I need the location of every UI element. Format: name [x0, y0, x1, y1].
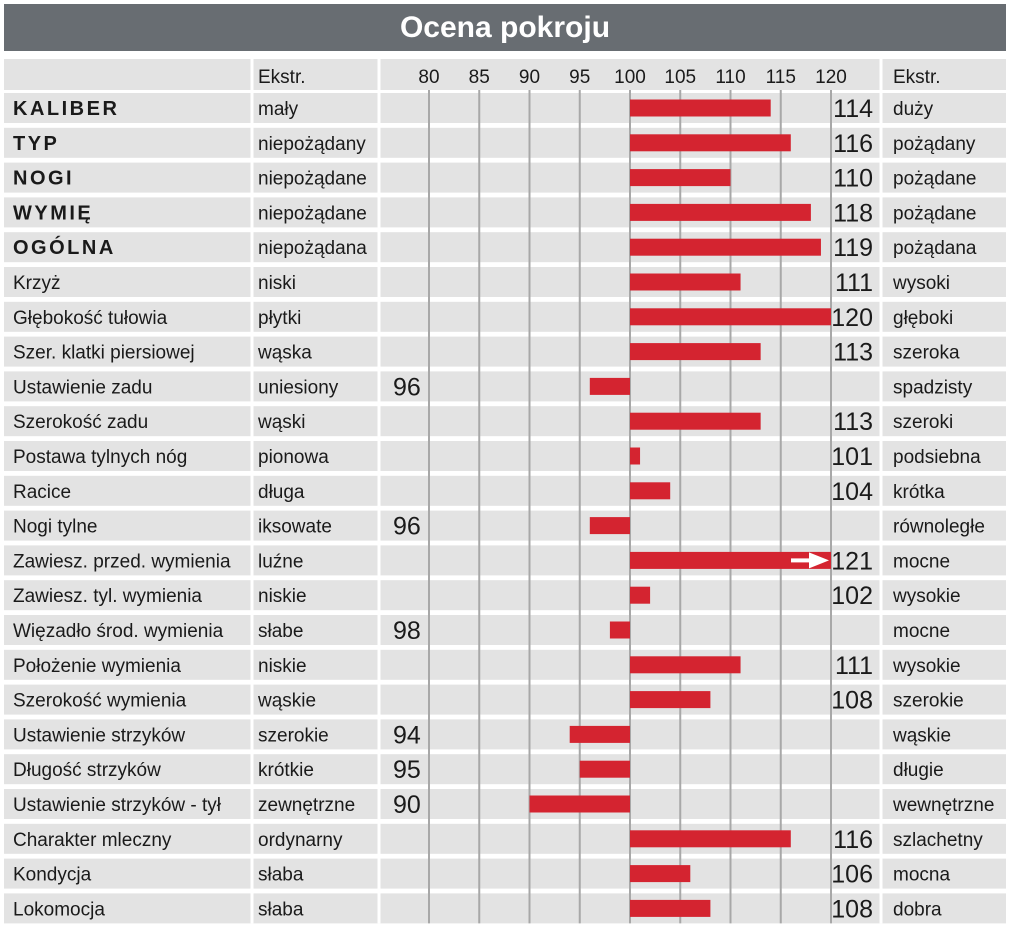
high-extreme-label: krótka [893, 481, 945, 503]
high-extreme-label: mocne [893, 551, 951, 573]
trait-label: TYP [13, 132, 60, 155]
trait-label: Długość strzyków [13, 760, 161, 782]
low-extreme-label: szerokie [258, 725, 329, 747]
high-extreme-label: pożądane [893, 168, 977, 190]
bar [630, 100, 771, 117]
low-extreme-label: niepożądana [258, 238, 367, 260]
bar [630, 134, 791, 151]
low-extreme-label: iksowate [258, 516, 332, 538]
trait-label: Lokomocja [13, 899, 105, 921]
value-label: 110 [833, 164, 873, 193]
low-extreme-label: niskie [258, 655, 307, 677]
trait-label: Głębokość tułowia [13, 307, 168, 329]
high-extreme-label: szlachetny [893, 829, 983, 851]
tick-label: 100 [614, 67, 646, 88]
low-extreme-label: słaba [258, 864, 304, 886]
value-label: 95 [393, 756, 421, 785]
tick-label: 120 [815, 67, 847, 88]
low-extreme-label: niepożądane [258, 203, 367, 225]
bar [630, 343, 761, 360]
value-label: 106 [831, 860, 873, 889]
value-label: 94 [393, 721, 421, 750]
header-band [4, 59, 1006, 90]
value-label: 108 [831, 686, 873, 715]
bar [630, 239, 821, 256]
high-extreme-label: duży [893, 99, 934, 120]
high-extreme-label: szerokie [893, 690, 964, 712]
value-label: 111 [834, 269, 873, 297]
value-label: 111 [834, 651, 873, 680]
value-label: 116 [833, 129, 873, 158]
value-label: 98 [393, 617, 421, 645]
bar [630, 274, 741, 291]
value-label: 121 [831, 547, 873, 576]
bar [630, 308, 831, 325]
low-extreme-label: luźne [258, 551, 304, 573]
trait-label: Ustawienie zadu [13, 377, 153, 399]
bar [630, 482, 670, 499]
high-extreme-label: wysoki [893, 273, 951, 294]
trait-label: OGÓLNA [13, 237, 116, 260]
tick-label: 85 [468, 67, 490, 88]
low-extreme-label: pionowa [258, 447, 329, 468]
value-label: 114 [833, 95, 873, 123]
high-extreme-label: dobra [893, 899, 942, 921]
tick-label: 80 [418, 67, 440, 88]
trait-label: Szerokość zadu [13, 412, 149, 434]
trait-label: Szerokość wymienia [13, 690, 187, 712]
high-extreme-label: wewnętrzne [893, 795, 995, 816]
trait-label: Racice [13, 481, 72, 503]
value-label: 119 [833, 234, 873, 263]
low-extreme-label: niepożądane [258, 168, 367, 190]
bar [570, 726, 630, 743]
bar [630, 865, 690, 882]
low-extreme-label: długa [258, 481, 305, 503]
bar [630, 587, 650, 604]
column-separator [880, 59, 883, 923]
low-extreme-label: niskie [258, 586, 307, 608]
value-label: 90 [393, 791, 421, 819]
trait-label: WYMIĘ [13, 202, 94, 225]
bar [630, 900, 710, 917]
trait-label: Ustawienie strzyków - tył [13, 795, 221, 816]
column-separator [378, 59, 381, 923]
chart-title: Ocena pokroju [4, 4, 1006, 51]
low-extreme-label: słabe [258, 621, 304, 642]
value-label: 120 [831, 303, 873, 332]
trait-label: NOGI [13, 167, 75, 190]
value-label: 108 [831, 895, 873, 924]
header-extr-left: Ekstr. [258, 67, 306, 88]
row-band [4, 511, 1006, 541]
trait-label: Krzyż [13, 273, 61, 294]
trait-label: Postawa tylnych nóg [13, 447, 188, 468]
low-extreme-label: niski [258, 273, 297, 294]
bar [630, 830, 791, 847]
bar [630, 204, 811, 221]
value-label: 113 [833, 338, 873, 367]
value-label: 116 [833, 825, 873, 854]
high-extreme-label: głęboki [893, 307, 954, 329]
tick-label: 105 [664, 67, 697, 88]
low-extreme-label: zewnętrzne [258, 795, 356, 816]
high-extreme-label: długie [893, 760, 944, 782]
bar [630, 448, 640, 465]
trait-label: Ustawienie strzyków [13, 725, 186, 747]
high-extreme-label: mocne [893, 621, 951, 642]
bar [530, 796, 631, 813]
tick-label: 95 [569, 67, 591, 88]
trait-label: Charakter mleczny [13, 829, 172, 851]
bar [590, 517, 630, 534]
low-extreme-label: krótkie [258, 760, 314, 782]
low-extreme-label: ordynarny [258, 829, 343, 851]
high-extreme-label: wysokie [893, 655, 961, 677]
tick-label: 115 [765, 67, 796, 88]
trait-label: Więzadło środ. wymienia [13, 621, 224, 642]
value-label: 102 [831, 582, 873, 611]
bar [630, 691, 710, 708]
column-separator [251, 59, 254, 923]
high-extreme-label: wąskie [893, 725, 952, 747]
trait-label: Kondycja [13, 864, 92, 886]
trait-label: Położenie wymienia [13, 655, 181, 677]
high-extreme-label: pożądana [893, 238, 977, 260]
value-label: 96 [393, 512, 421, 541]
high-extreme-label: podsiebna [893, 447, 981, 468]
high-extreme-label: pożądane [893, 203, 977, 225]
value-label: 96 [393, 373, 421, 402]
low-extreme-label: niepożądany [258, 133, 366, 155]
high-extreme-label: szeroka [893, 342, 960, 364]
trait-label: Nogi tylne [13, 516, 98, 538]
value-label: 104 [831, 477, 873, 506]
low-extreme-label: mały [258, 99, 299, 120]
bar [610, 622, 630, 639]
bar [630, 413, 761, 430]
tick-label: 90 [518, 67, 541, 88]
bar [590, 378, 630, 395]
high-extreme-label: mocna [893, 864, 951, 886]
low-extreme-label: wąski [258, 412, 306, 434]
high-extreme-label: szeroki [893, 412, 954, 434]
high-extreme-label: równoległe [893, 516, 985, 538]
high-extreme-label: pożądany [893, 133, 976, 155]
high-extreme-label: spadzisty [893, 377, 973, 399]
low-extreme-label: płytki [258, 307, 302, 329]
trait-label: Zawiesz. przed. wymienia [13, 551, 231, 573]
low-extreme-label: uniesiony [258, 377, 339, 399]
bar [630, 169, 731, 186]
high-extreme-label: wysokie [893, 586, 961, 608]
overflow-arrow-shaft [791, 558, 809, 562]
low-extreme-label: wąska [258, 342, 312, 364]
bar [630, 656, 741, 673]
bar [580, 761, 630, 778]
tick-label: 110 [715, 67, 746, 88]
trait-label: KALIBER [13, 98, 120, 120]
value-label: 118 [833, 199, 873, 228]
value-label: 113 [833, 408, 873, 437]
header-extr-right: Ekstr. [893, 67, 941, 88]
trait-label: Zawiesz. tyl. wymienia [13, 586, 202, 608]
row-band [4, 371, 1006, 401]
value-label: 101 [831, 443, 873, 471]
trait-label: Szer. klatki piersiowej [13, 342, 195, 364]
low-extreme-label: słaba [258, 899, 304, 921]
low-extreme-label: wąskie [258, 690, 317, 712]
